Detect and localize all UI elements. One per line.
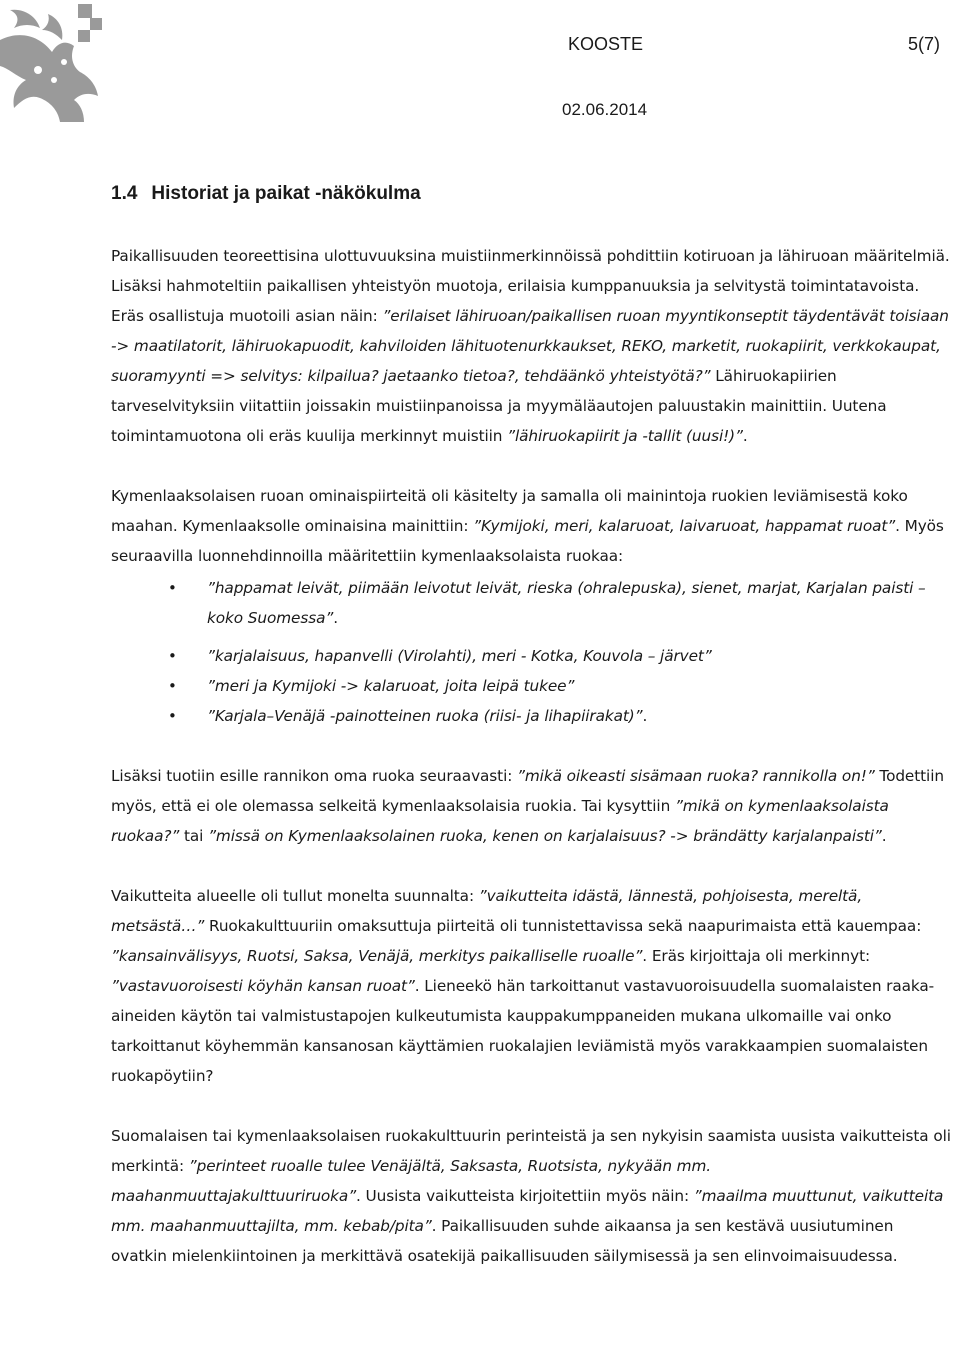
bullet-icon: • bbox=[168, 579, 177, 597]
document-date: 02.06.2014 bbox=[562, 100, 648, 119]
university-flame-logo bbox=[0, 0, 112, 122]
text-run: . Eräs kirjoittaja oli merkinnyt: bbox=[642, 947, 871, 965]
quote: ”mikä on kymenlaaksolaista ruokaa?” bbox=[111, 797, 889, 845]
bullet-icon: • bbox=[168, 647, 177, 665]
page-number: 5(7) bbox=[908, 34, 941, 54]
quote: ”lähiruokapiirit ja -tallit (uusi!)” bbox=[507, 427, 743, 445]
text-run: Vaikutteita alueelle oli tullut monelta suunnalta: bbox=[111, 887, 479, 905]
text-run: Paikallisuuden teoreettisina ulottuvuuksina muistiinmerkinnöissä pohdittiin kotiruoan ja lähiruoan määritelmiä. Lisäksi hahmoteltiin paikallisen yhteistyön muotoja, erilaisia kumppanuuksia ja selvitystä toimintatavoista. Eräs osallistuja muotoili asian näin: bbox=[111, 247, 950, 325]
section-heading bbox=[111, 183, 421, 205]
paragraph-2 bbox=[111, 481, 951, 571]
text-run: . bbox=[642, 707, 648, 725]
section-title: Historiat ja paikat -näkökulma bbox=[151, 183, 421, 204]
paragraph-3 bbox=[111, 761, 951, 851]
quote: ”maailma muuttunut, vaikutteita mm. maahanmuuttajilta, mm. kebab/pita” bbox=[111, 1187, 944, 1235]
quote: ”meri ja Kymijoki -> kalaruoat, joita leipä tukee” bbox=[207, 677, 575, 695]
section-number: 1.4 bbox=[111, 183, 138, 204]
quote: ”erilaiset lähiruoan/paikallisen ruoan myyntikonseptit täydentävät toisiaan -> maatilatorit, lähiruokapuodit, kahviloiden lähituotenurkkaukset, REKO, marketit, ruokapiirit, verkkokaupat, suoramyynti => selvitys: kilpailua? jaetaanko tietoa?, tehdäänkö yhteistyötä?” bbox=[111, 307, 949, 385]
text-run: Lähiruokapiirien tarveselvityksiin viitattiin joissakin muistiinpanoissa ja myymäläautojen paluustakin mainittiin. Uutena toimintamuotona oli eräs kuulija merkinnyt muistiin bbox=[111, 367, 887, 445]
bullet-list bbox=[111, 573, 951, 731]
text-run: Lisäksi tuotiin esille rannikon oma ruoka seuraavasti: bbox=[111, 767, 518, 785]
text-run: . Uusista vaikutteista kirjoitettiin myös näin: bbox=[356, 1187, 694, 1205]
quote: ”vastavuoroisesti köyhän kansan ruoat” bbox=[111, 977, 415, 995]
quote: ”happamat leivät, piimään leivotut leivät, rieska (ohralepuska), sienet, marjat, Karjalan paisti – koko Suomessa” bbox=[207, 579, 926, 627]
bullet-icon: • bbox=[168, 677, 177, 695]
list-item bbox=[111, 671, 951, 701]
list-item bbox=[111, 573, 951, 633]
text-run: . bbox=[881, 827, 887, 845]
text-run: . Myös seuraavilla luonnehdinnoilla määritettiin kymenlaaksolaista ruokaa: bbox=[111, 517, 944, 565]
list-item bbox=[111, 701, 951, 731]
list-item bbox=[111, 641, 951, 671]
quote: ”Kymijoki, meri, kalaruoat, laivaruoat, happamat ruoat” bbox=[473, 517, 896, 535]
bullet-icon: • bbox=[168, 707, 177, 725]
quote: ”kansainvälisyys, Ruotsi, Saksa, Venäjä, merkitys paikalliselle ruoalle” bbox=[111, 947, 643, 965]
header-title: KOOSTE bbox=[568, 34, 644, 54]
text-run: Ruokakulttuuriin omaksuttuja piirteitä oli tunnistettavissa sekä naapurimaista että kauempaa: bbox=[204, 917, 922, 935]
text-run: . Paikallisuuden suhde aikaansa ja sen kestävä uusiutuminen ovatkin mielenkiintoinen ja merkittävä osatekijä paikallisuuden säilymisessä ja sen elinvoimaisuudessa. bbox=[111, 1217, 898, 1265]
text-run: tai bbox=[179, 827, 209, 845]
text-run: Suomalaisen tai kymenlaaksolaisen ruokakulttuurin perinteistä ja sen nykyisin saamista uusista vaikutteista oli merkintä: bbox=[111, 1127, 951, 1175]
quote: ”missä on Kymenlaaksolainen ruoka, kenen on karjalaisuus? -> brändätty karjalanpaisti” bbox=[208, 827, 882, 845]
quote: ”karjalaisuus, hapanvelli (Virolahti), meri - Kotka, Kouvola – järvet” bbox=[207, 647, 712, 665]
quote: ”vaikutteita idästä, lännestä, pohjoisesta, mereltä, metsästä…” bbox=[111, 887, 863, 935]
paragraph-1 bbox=[111, 241, 951, 451]
quote: ”mikä oikeasti sisämaan ruoka? rannikolla on!” bbox=[517, 767, 875, 785]
text-run: . bbox=[333, 609, 338, 627]
quote: ”Karjala–Venäjä -painotteinen ruoka (riisi- ja lihapiirakat)” bbox=[207, 707, 643, 725]
text-run: . bbox=[742, 427, 748, 445]
quote: ”perinteet ruoalle tulee Venäjältä, Saksasta, Ruotsista, nykyään mm. maahanmuuttajakulttuuriruoka” bbox=[111, 1157, 712, 1205]
paragraph-5 bbox=[111, 1121, 951, 1271]
document-body bbox=[111, 241, 951, 1301]
text-run: Todettiin myös, että ei ole olemassa selkeitä kymenlaaksolaisia ruokia. Tai kysyttiin bbox=[111, 767, 944, 815]
paragraph-4 bbox=[111, 881, 951, 1091]
text-run: Kymenlaaksolaisen ruoan ominaispiirteitä oli käsitelty ja samalla oli mainintoja ruokien leviämisestä koko maahan. Kymenlaaksolle ominaisina mainittiin: bbox=[111, 487, 908, 535]
text-run: . Lieneekö hän tarkoittanut vastavuoroisuudella suomalaisten raaka-aineiden käytön tai valmistustapojen kulkeutumista kauppakumppaneiden mukana ulkomaille vai onko tarkoittanut köyhemmän kansanosan käyttämien ruokalajien leviämistä myös varakkaampien suomalaisten ruokapöytiin? bbox=[111, 977, 935, 1085]
